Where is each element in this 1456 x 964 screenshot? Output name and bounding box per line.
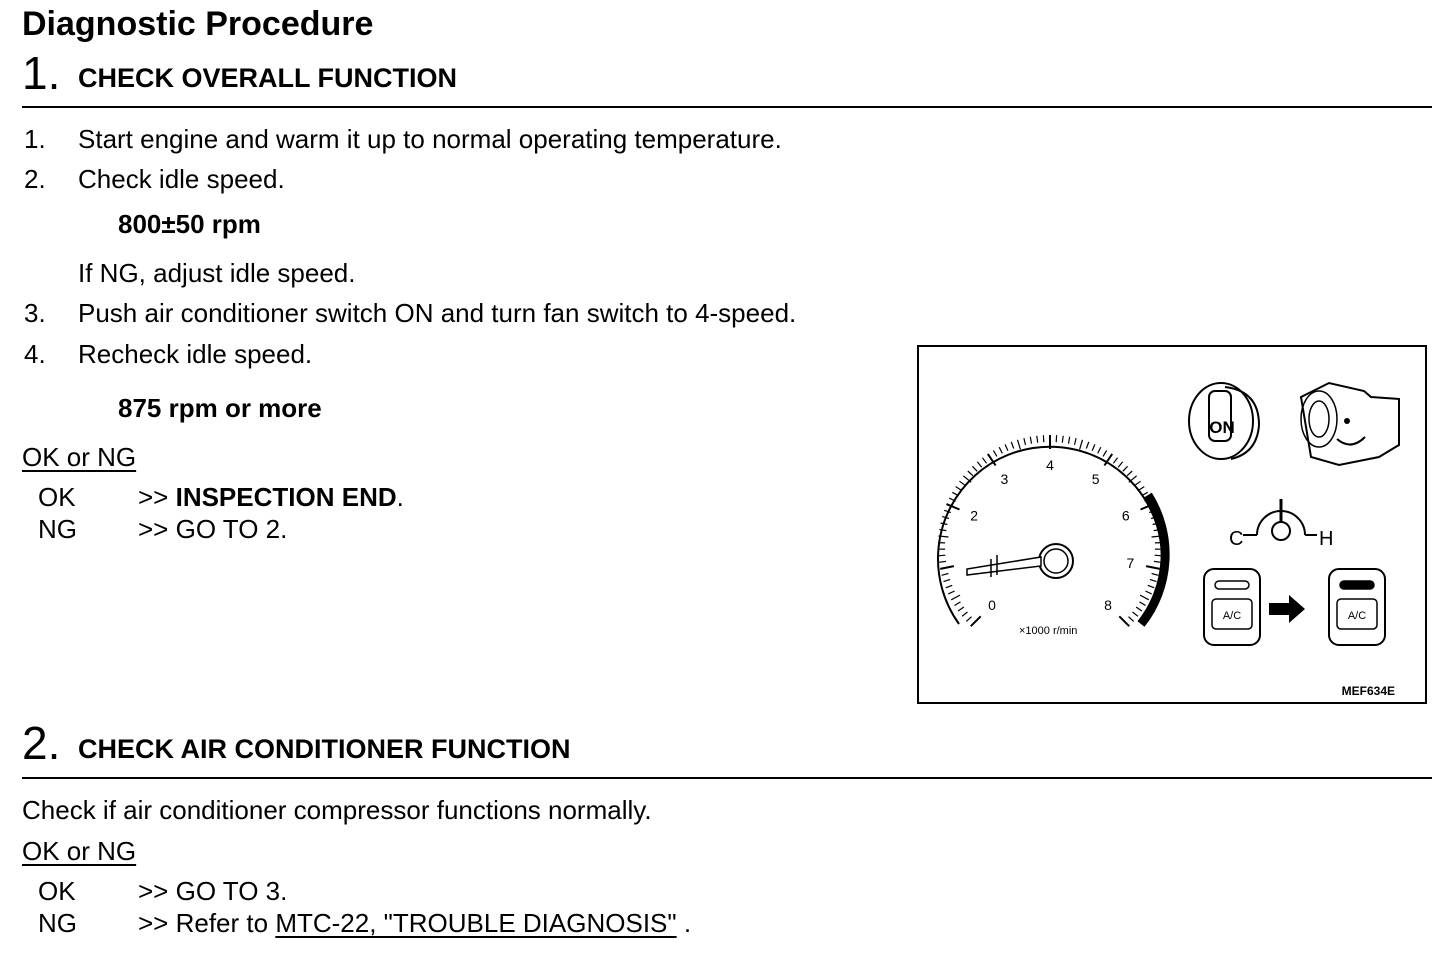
ac-off-label: A/C	[1222, 610, 1242, 622]
tachometer-tick	[968, 471, 973, 476]
tachometer-tick	[939, 561, 946, 562]
tachometer-tick	[1011, 442, 1014, 449]
section-2-text: Check if air conditioner compressor functions normally.	[22, 795, 652, 825]
tachometer-tick	[982, 458, 986, 464]
tachometer-number: 6	[1121, 507, 1130, 524]
tachometer-tick	[1024, 438, 1026, 445]
tachometer-tick	[1123, 466, 1128, 471]
ng-result: >> GO TO 2.	[138, 514, 288, 544]
tachometer-tick	[1005, 444, 1008, 450]
tachometer-tick	[951, 595, 960, 600]
tachometer-tick	[1135, 481, 1141, 485]
tachometer-number: 8	[1104, 597, 1112, 613]
step-1-number: 1.	[24, 124, 46, 154]
adjust-note: If NG, adjust idle speed.	[78, 258, 356, 288]
tachometer-tick	[1069, 437, 1070, 444]
ac-switch-on-icon	[1329, 569, 1385, 645]
tachometer-tick	[942, 574, 949, 576]
tachometer-tick	[1062, 436, 1063, 443]
tachometer-tick	[966, 617, 971, 622]
tachometer-tick	[1113, 458, 1117, 464]
tachometer-tick	[1098, 447, 1101, 453]
tachometer-tick	[1127, 471, 1132, 476]
tachometer-number: 5	[1091, 470, 1100, 487]
section-2-number: 2.	[22, 717, 61, 769]
tachometer-needle	[967, 557, 1041, 575]
inspection-end: INSPECTION END	[175, 482, 397, 512]
ng-result-2	[138, 907, 691, 939]
tachometer-tick	[1148, 585, 1155, 588]
section-2-heading: CHECK AIR CONDITIONER FUNCTION	[78, 734, 571, 764]
tachometer-tick	[1154, 561, 1161, 562]
key-on-label: ON	[1209, 418, 1235, 437]
tachometer-numbers	[970, 457, 1134, 613]
tachometer-tick	[972, 466, 977, 471]
ok-or-ng-label-2: OK or NG	[22, 836, 137, 866]
ng-prefix-2: >> Refer to	[138, 908, 276, 938]
tachometer-tick	[1018, 440, 1021, 450]
tachometer-tick	[1086, 442, 1089, 449]
tachometer-tick	[1133, 612, 1139, 616]
step-3-number: 3.	[24, 298, 46, 328]
idle-speed-spec: 800±50 rpm	[118, 209, 261, 239]
ac-on-label: A/C	[1347, 610, 1367, 622]
ok-label: OK	[38, 482, 76, 512]
step-2-text: Check idle speed.	[78, 164, 285, 194]
tachometer-tick	[948, 591, 954, 594]
step-2-number: 2.	[24, 164, 46, 194]
figure-box	[917, 345, 1427, 704]
tachometer-tick	[955, 602, 961, 606]
temp-hot-label: H	[1319, 528, 1334, 550]
step-4-text: Recheck idle speed.	[78, 339, 313, 369]
step-4-number: 4.	[24, 339, 46, 369]
temp-cold-label: C	[1229, 528, 1244, 550]
section-1-number: 1.	[22, 47, 61, 99]
engine-icon	[1301, 383, 1399, 465]
tachometer-tick	[1129, 617, 1134, 622]
tachometer-tick	[1152, 574, 1159, 576]
ok-suffix: .	[396, 482, 404, 512]
tachometer-tick	[1150, 579, 1157, 581]
tachometer-tick	[944, 579, 951, 581]
tachometer-number: 0	[988, 597, 996, 613]
ignition-key-icon	[1189, 383, 1259, 459]
tachometer-tick	[1118, 462, 1123, 467]
tachometer-tick	[958, 607, 964, 611]
page-title: Diagnostic Procedure	[22, 5, 374, 43]
section-1-rule	[22, 106, 1432, 108]
ng-suffix-2: .	[676, 908, 692, 938]
tachometer-tick	[940, 566, 954, 569]
tachometer-tick	[999, 447, 1002, 453]
tachometer-number: 4	[1046, 457, 1054, 473]
figure-code: MEF634E	[1341, 684, 1395, 698]
tachometer-tick	[1103, 450, 1107, 456]
ac-idle-speed-spec: 875 rpm or more	[118, 393, 322, 423]
tachometer-tick	[947, 504, 960, 509]
tachometer-tick	[1037, 436, 1038, 443]
tachometer-tick	[1146, 566, 1160, 569]
ok-result-2: >> GO TO 3.	[138, 876, 288, 906]
tachometer-tick	[938, 555, 945, 556]
tachometer-tick	[1140, 602, 1146, 606]
tachometer-tick	[1136, 607, 1142, 611]
right-arrow-icon	[1269, 595, 1305, 623]
tachometer-tick	[1030, 437, 1031, 444]
ok-result	[138, 481, 404, 513]
ok-prefix: >>	[138, 482, 176, 512]
tachometer-unit: ×1000 r/min	[1019, 625, 1078, 637]
tachometer-tick	[959, 481, 965, 485]
tachometer-tick	[1092, 444, 1095, 450]
tachometer-tick	[1145, 591, 1151, 594]
ok-or-ng-label: OK or NG	[22, 442, 137, 472]
tachometer-tick	[1080, 440, 1083, 450]
tachometer-tick	[1119, 616, 1129, 626]
step-3-text: Push air conditioner switch ON and turn fan switch to 4-speed.	[78, 298, 797, 328]
section-1-heading: CHECK OVERALL FUNCTION	[78, 63, 458, 93]
step-1-text: Start engine and warm it up to normal operating temperature.	[78, 124, 782, 154]
ac-switch-off-icon	[1204, 569, 1260, 645]
ng-label-2: NG	[38, 908, 77, 938]
trouble-diagnosis-link[interactable]: MTC-22, "TROUBLE DIAGNOSIS"	[275, 908, 677, 938]
figure-illustration	[919, 347, 1425, 702]
tachometer-tick	[939, 530, 946, 531]
tachometer-tick	[1075, 438, 1077, 445]
tachometer-number: 2	[970, 507, 979, 524]
tachometer-arc	[938, 447, 1162, 624]
section-2-rule	[22, 777, 1432, 779]
tachometer-tick	[977, 462, 982, 467]
ng-label: NG	[38, 514, 77, 544]
ok-label-2: OK	[38, 876, 76, 906]
tachometer-tick	[971, 616, 981, 626]
tachometer-tick	[962, 612, 968, 616]
tachometer-tick	[946, 585, 953, 588]
tachometer-tick	[993, 450, 997, 456]
tachometer-number: 7	[1126, 555, 1135, 571]
tachometer-number: 3	[1000, 470, 1009, 487]
tachometer-tick	[1140, 595, 1149, 600]
temperature-gauge-icon	[1229, 499, 1333, 550]
